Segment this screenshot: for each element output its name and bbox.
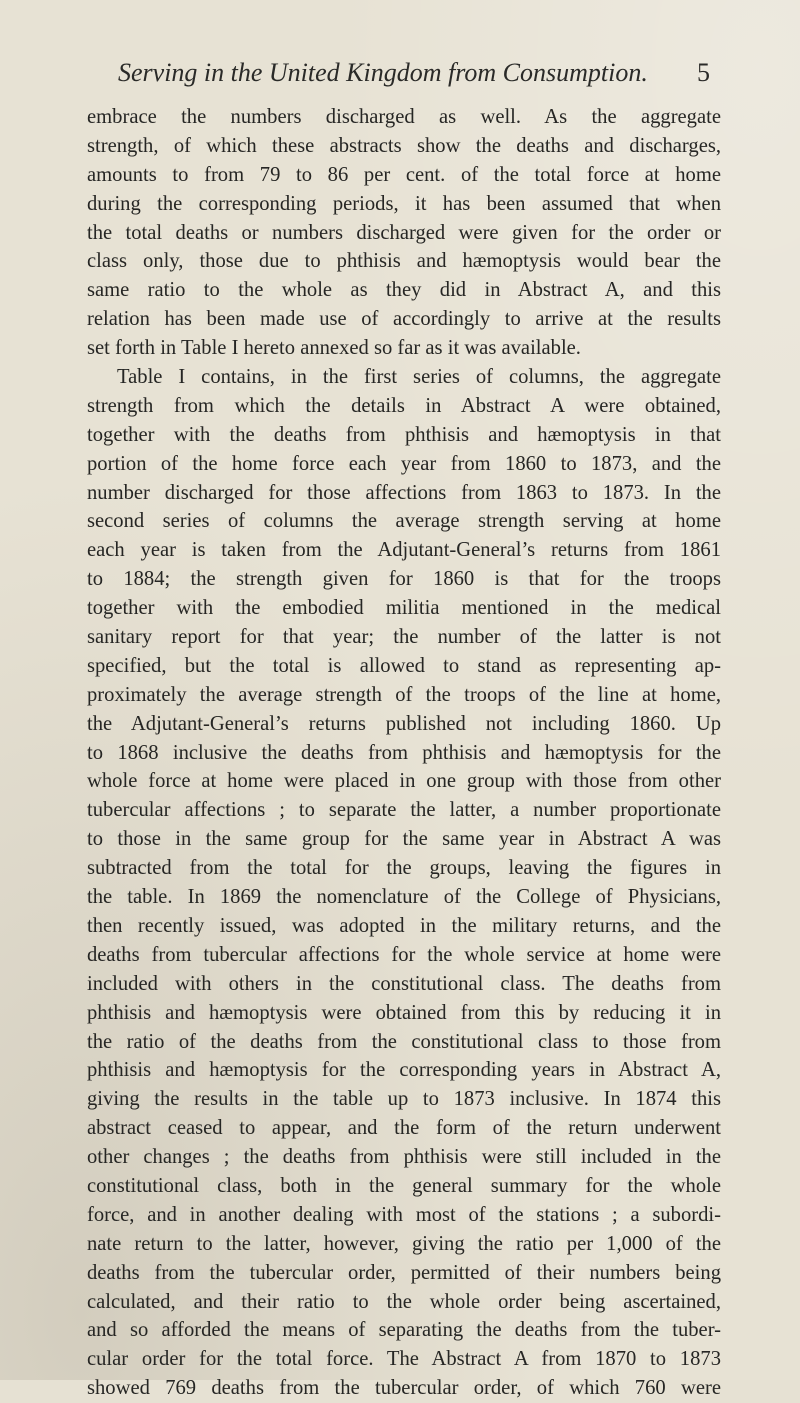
text-line: to 1868 inclusive the deaths from phthisis and hæmoptysis for the [87, 741, 721, 764]
text-line: Table I contains, in the first series of columns, the aggregate [117, 366, 721, 389]
text-line: number discharged for those affections from 1863 to 1873. In the [87, 481, 721, 504]
text-line: sanitary report for that year; the number of the latter is not [87, 626, 721, 649]
text-line: abstract ceased to appear, and the form of the return underwent [87, 1117, 721, 1140]
text-line: calculated, and their ratio to the whole order being ascertained, [87, 1290, 721, 1313]
text-line: during the corresponding periods, it has been assumed that when [87, 192, 721, 215]
text-line: and so afforded the means of separating the deaths from the tuber- [87, 1319, 721, 1342]
text-line: together with the deaths from phthisis and hæmoptysis in that [87, 423, 721, 446]
text-line: force, and in another dealing with most of the stations ; a subordi- [87, 1203, 721, 1226]
text-line: set forth in Table I hereto annexed so far as it was available. [87, 337, 581, 360]
text-line: to 1884; the strength given for 1860 is that for the troops [87, 568, 721, 591]
text-line: constitutional class, both in the general summary for the whole [87, 1174, 721, 1197]
text-line: same ratio to the whole as they did in Abstract A, and this [87, 279, 721, 302]
text-line: strength, of which these abstracts show the deaths and discharges, [87, 134, 721, 157]
text-line: together with the embodied militia mentioned in the medical [87, 597, 721, 620]
text-line: included with others in the constitutional class. The deaths from [87, 972, 721, 995]
text-line: specified, but the total is allowed to stand as representing ap- [87, 654, 721, 677]
text-line: portion of the home force each year from 1860 to 1873, and the [87, 452, 721, 475]
text-line: the ratio of the deaths from the constitutional class to those from [87, 1030, 721, 1053]
text-line: amounts to from 79 to 86 per cent. of the total force at home [87, 163, 721, 186]
text-line: the Adjutant-General’s returns published not including 1860. Up [87, 712, 721, 735]
text-line: tubercular affections ; to separate the latter, a number proportionate [87, 799, 721, 822]
text-line: to those in the same group for the same year in Abstract A was [87, 828, 721, 851]
text-line: the total deaths or numbers discharged were given for the order or [87, 221, 721, 244]
text-line: deaths from the tubercular order, permitted of their numbers being [87, 1261, 721, 1284]
text-line: giving the results in the table up to 1873 inclusive. In 1874 this [87, 1088, 721, 1111]
text-line: then recently issued, was adopted in the military returns, and the [87, 914, 721, 937]
text-line: showed 769 deaths from the tubercular order, of which 760 were [87, 1377, 721, 1400]
text-line: proximately the average strength of the troops of the line at home, [87, 683, 721, 706]
text-line: strength from which the details in Abstract A were obtained, [87, 394, 721, 417]
text-line: second series of columns the average strength serving at home [87, 510, 721, 533]
text-line: phthisis and hæmoptysis for the corresponding years in Abstract A, [87, 1059, 721, 1082]
text-line: deaths from tubercular affections for the whole service at home were [87, 943, 721, 966]
text-line: whole force at home were placed in one group with those from other [87, 770, 721, 793]
text-line: relation has been made use of accordingly to arrive at the results [87, 308, 721, 331]
text-line: embrace the numbers discharged as well. As the aggregate [87, 106, 721, 128]
text-line: class only, those due to phthisis and hæmoptysis would bear the [87, 250, 721, 273]
page-number: 5 [697, 58, 710, 87]
text-line: the table. In 1869 the nomenclature of the College of Physicians, [87, 886, 721, 909]
text-line: each year is taken from the Adjutant-General’s returns from 1861 [87, 539, 721, 562]
running-title: Serving in the United Kingdom from Consumption. [118, 58, 648, 87]
body-text [87, 103, 721, 1403]
running-head [118, 58, 710, 92]
text-line: nate return to the latter, however, giving the ratio per 1,000 of the [87, 1232, 721, 1255]
text-line: phthisis and hæmoptysis were obtained from this by reducing it in [87, 1001, 721, 1024]
text-line: other changes ; the deaths from phthisis were still included in the [87, 1146, 721, 1169]
text-line: subtracted from the total for the groups, leaving the figures in [87, 857, 721, 880]
text-line: cular order for the total force. The Abstract A from 1870 to 1873 [87, 1348, 721, 1371]
